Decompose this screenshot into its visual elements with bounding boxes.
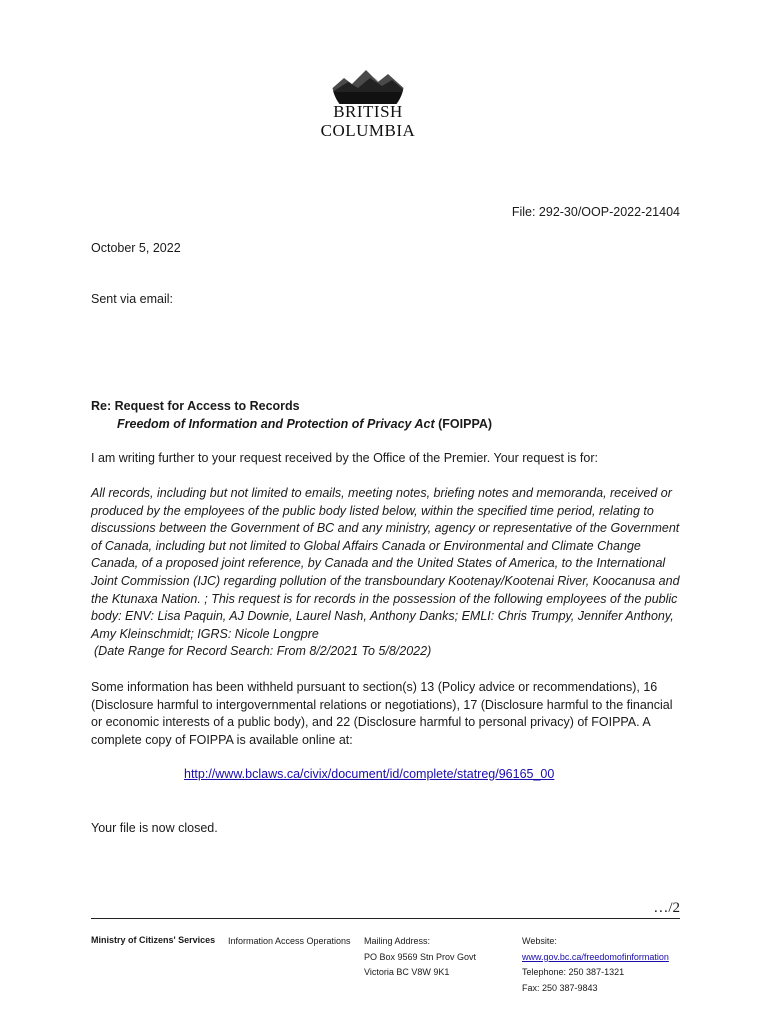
sun-mountains-icon bbox=[312, 44, 424, 104]
footer-divider bbox=[91, 918, 680, 919]
request-description: All records, including but not limited to emails, meeting notes, briefing notes and memoranda, received or produced by the employees of the public body listed below, within the specified time period, relating to discussions between the Government of BC and any ministry, agency or representative of the Government of Canada, including but not limited to Global Affairs Canada or Environmental and Climate Change Canada, of a proposed joint reference, by Canada and the United States of America, to the International Joint Commission (IJC) regarding pollution of the transboundary Kootenay/Kootenai River, Koocanusa and the Ktunaxa Nation. ; This request is for records in the possession of the following employees of the public body: ENV: Lisa Paquin, AJ Downie, Laurel Nash, Anthony Danks; EMLI: Chris Trumpy, Jennifer Anthony, Amy Kleinschmidt; IGRS: Nicole Longpre bbox=[91, 486, 680, 641]
closing-line: Your file is now closed. bbox=[91, 821, 218, 835]
mailing-line1: PO Box 9569 Stn Prov Govt bbox=[364, 951, 477, 962]
intro-paragraph: I am writing further to your request received by the Office of the Premier. Your request is for: bbox=[91, 451, 598, 465]
request-text bbox=[91, 485, 685, 661]
mailing-line2: Victoria BC V8W 9K1 bbox=[364, 967, 450, 977]
footer-ministry: Ministry of Citizens' Services bbox=[91, 935, 216, 945]
footer-contact bbox=[522, 934, 669, 996]
telephone: Telephone: 250 387-1321 bbox=[522, 967, 625, 977]
act-name: Freedom of Information and Protection of Privacy Act bbox=[117, 417, 435, 431]
logo-text-line1: BRITISH bbox=[333, 102, 403, 121]
letter-date: October 5, 2022 bbox=[91, 241, 181, 255]
fax: Fax: 250 387-9843 bbox=[522, 982, 598, 993]
bc-logo bbox=[312, 44, 424, 148]
subject-block bbox=[91, 397, 492, 433]
file-reference: File: 292-30/OOP-2022-21404 bbox=[511, 205, 680, 219]
date-range: (Date Range for Record Search: From 8/2/2021 To 5/8/2022) bbox=[94, 644, 432, 659]
sent-via: Sent via email: bbox=[91, 292, 173, 306]
footer-mailing-address bbox=[364, 934, 476, 981]
act-abbrev: (FOIPPA) bbox=[434, 417, 493, 431]
footer-office: Information Access Operations bbox=[228, 936, 351, 946]
mailing-label: Mailing Address: bbox=[364, 936, 431, 946]
subject-line: Re: Request for Access to Records bbox=[91, 399, 300, 413]
page-number: …/2 bbox=[653, 900, 680, 916]
withheld-paragraph: Some information has been withheld pursuant to section(s) 13 (Policy advice or recommendations), 16 (Disclosure harmful to intergovernmental relations or negotiations), 17 (Disclosure harmful to the financial or economic interests of a public body), and 22 (Disclosure harmful to personal privacy) of FOIPPA. A complete copy of FOIPPA is available online at: bbox=[91, 680, 673, 747]
logo-text-line2: COLUMBIA bbox=[320, 121, 416, 140]
foippa-link[interactable]: http://www.bclaws.ca/civix/document/id/complete/statreg/96165_00 bbox=[184, 767, 555, 781]
subject-act-line bbox=[91, 415, 492, 433]
website-link[interactable]: www.gov.bc.ca/freedomofinformation bbox=[522, 951, 669, 962]
website-label: Website: bbox=[522, 936, 557, 946]
